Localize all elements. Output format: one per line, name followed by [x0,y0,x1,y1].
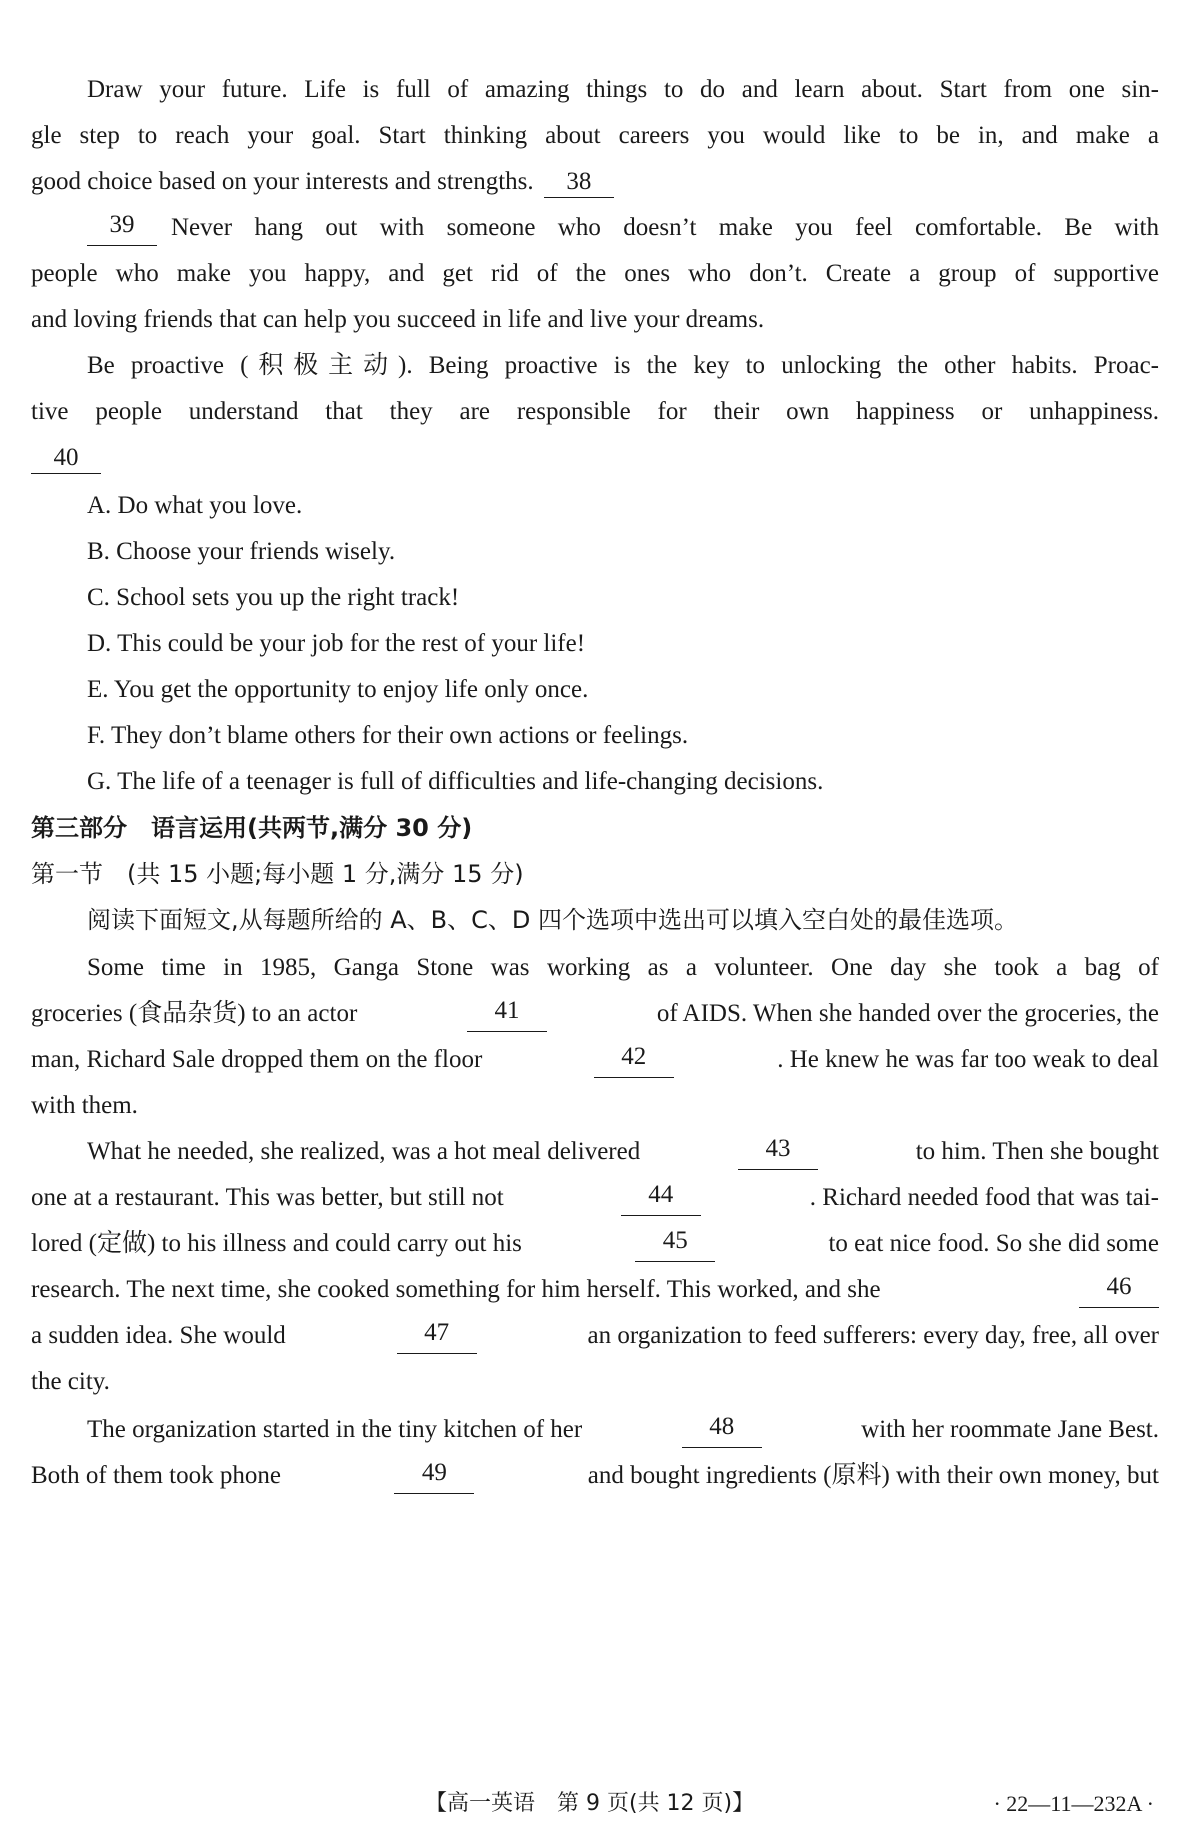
text: Both of them took phone [31,1462,281,1489]
part3-heading: 第三部分 语言运用(共两节,满分 30 分) [31,814,473,842]
option-g: G. The life of a teenager is full of difficulties and life-changing decisions. [87,768,824,795]
text: What he needed, she realized, was a hot meal delivered [87,1138,641,1165]
text: lored (定做) to his illness and could carry out his [31,1230,522,1257]
blank-47: 47 [397,1318,477,1354]
option-d: D. This could be your job for the rest of your life! [87,630,586,657]
option-e: E. You get the opportunity to enjoy life only once. [87,676,589,703]
text-line [31,1134,1159,1170]
text: and bought ingredients (原料) with their own money, but [587,1462,1159,1489]
blank-38: 38 [544,167,614,198]
text-line [31,1272,1159,1308]
text-line [31,1318,1159,1354]
text: one at a restaurant. This was better, but still not [31,1184,504,1211]
text-line [31,72,1159,108]
blank-43: 43 [738,1134,818,1170]
text: Some time in 1985, Ganga Stone was working as a volunteer. One day she took a bag of [87,954,1159,981]
text-line [31,996,1159,1032]
text: to him. Then she bought [915,1138,1159,1165]
text: Never hang out with someone who doesn’t make you feel comfortable. Be with [171,214,1159,241]
text: with them. [31,1092,138,1119]
option-a: A. Do what you love. [87,492,303,519]
text-line [31,950,1159,986]
text: of AIDS. When she handed over the groceries, the [656,1000,1159,1027]
text-line [31,394,1159,430]
text: tive people understand that they are responsible for their own happiness or unhappiness. [31,398,1159,425]
section1-heading: 第一节 (共 15 小题;每小题 1 分,满分 15 分) [31,860,524,888]
footer-code: · 22—11—232A · [993,1791,1154,1816]
blank-42: 42 [594,1042,674,1078]
blank-48: 48 [682,1412,762,1448]
text: the city. [31,1368,110,1395]
text-line [31,1180,1159,1216]
footer-page-info: 【高一英语 第 9 页(共 12 页)】 [425,1791,755,1816]
blank-45: 45 [635,1226,715,1262]
text: man, Richard Sale dropped them on the floor [31,1046,483,1073]
text-line [31,440,1159,476]
option-f: F. They don’t blame others for their own actions or feelings. [87,722,689,749]
blank-41: 41 [467,996,547,1032]
text: and loving friends that can help you succeed in life and live your dreams. [31,306,765,333]
text-line [31,256,1159,292]
text: research. The next time, she cooked something for him herself. This worked, and she [31,1276,881,1303]
text-line [31,210,1159,246]
text: . Richard needed food that was tai- [809,1184,1159,1211]
text-line [31,1042,1159,1078]
text: Be proactive (积极主动). Being proactive is the key to unlocking the other habits. Proac- [87,352,1159,379]
text-line [31,1364,1159,1400]
text-line [31,1088,1159,1124]
text: an organization to feed sufferers: every day, free, all over [587,1322,1159,1349]
blank-46: 46 [1079,1272,1159,1308]
text: good choice based on your interests and strengths. [31,168,534,195]
instruction: 阅读下面短文,从每题所给的 A、B、C、D 四个选项中选出可以填入空白处的最佳选项。 [87,906,1019,934]
text: Draw your future. Life is full of amazing things to do and learn about. Start from one sin- [87,76,1159,103]
text: a sudden idea. She would [31,1322,286,1349]
text-line [31,118,1159,154]
option-b: B. Choose your friends wisely. [87,538,396,565]
text: groceries (食品杂货) to an actor [31,1000,358,1027]
text: people who make you happy, and get rid of the ones who don’t. Create a group of supportive [31,260,1159,287]
text: to eat nice food. So she did some [828,1230,1159,1257]
blank-39: 39 [87,210,157,246]
text: with her roommate Jane Best. [861,1416,1159,1443]
page-footer [0,1786,1194,1822]
text-line [31,1412,1159,1448]
text-line [31,1458,1159,1494]
text-line [31,1226,1159,1262]
text: The organization started in the tiny kitchen of her [87,1416,583,1443]
text-line [31,302,1159,338]
blank-40: 40 [31,443,101,474]
text: gle step to reach your goal. Start thinking about careers you would like to be in, and make a [31,122,1159,149]
blank-44: 44 [621,1180,701,1216]
text-line [31,164,1159,200]
blank-49: 49 [394,1458,474,1494]
option-c: C. School sets you up the right track! [87,584,460,611]
text: . He knew he was far too weak to deal [777,1046,1159,1073]
text-line [31,348,1159,384]
